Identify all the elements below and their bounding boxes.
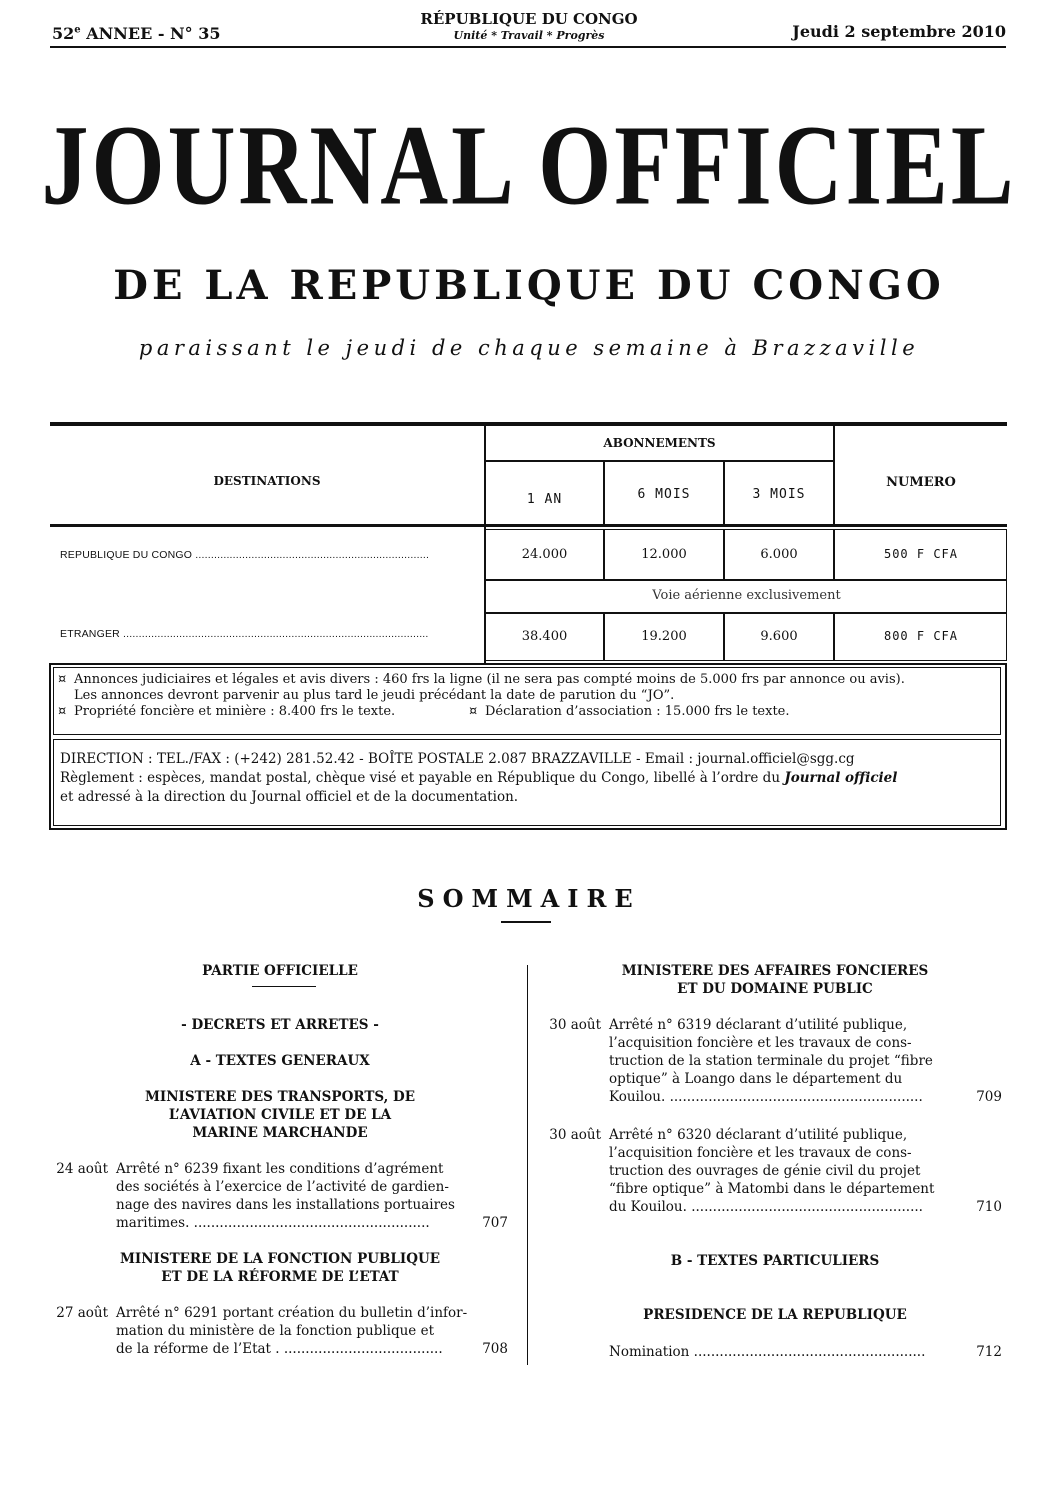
numero-header: NUMERO [886, 475, 956, 490]
entry-text: Arrêté n° 6239 fixant les conditions d’agrément des sociétés à l’exercice de l’activité de gardien- nage des navires dans les installations portuaires maritimes. ....................................................... [116, 1161, 455, 1231]
destination-label: REPUBLIQUE DU CONGO ........................................................................... [60, 549, 430, 561]
direction-text [60, 750, 996, 807]
sommaire-title: SOMMAIRE [417, 884, 641, 913]
price-cell: 12.000 [641, 547, 687, 562]
entry-text: Arrêté n° 6319 déclarant d’utilité publique, l’acquisition foncière et les travaux de cons- truction de la station terminale du projet “fibre optique” à Loango dans le département du Kouilou. ........................................................... [609, 1017, 933, 1105]
destinations-header: DESTINATIONS [213, 474, 321, 488]
entry-date: 30 août [549, 1017, 601, 1033]
direction-payment: Règlement : espèces, mandat postal, chèque visé et payable en République du Congo, libellé à l’ordre du Journal officiel [60, 770, 898, 786]
sommaire-rule [501, 921, 551, 923]
republic-motto: Unité * Travail * Progrès [453, 29, 605, 42]
price-cell: 9.600 [760, 629, 798, 644]
period-header: 3 MOIS [752, 487, 806, 502]
entry-text: Nomination ...................................................... [609, 1344, 926, 1360]
ministry-heading: MINISTERE DES TRANSPORTS, DE L’AVIATION CIVILE ET DE LA MARINE MARCHANDE [144, 1089, 416, 1141]
entry-page: 709 [976, 1089, 1002, 1105]
notice-line: ¤ Annonces judiciaires et légales et avis divers : 460 frs la ligne (il ne sera pas compté moins de 5.000 frs par annonce ou avis). [58, 672, 905, 687]
ministry-heading: MINISTERE DE LA FONCTION PUBLIQUE ET DE LA RÉFORME DE L’ETAT [119, 1251, 441, 1285]
air-note: Voie aérienne exclusivement [652, 588, 841, 603]
destination-label: ETRANGER .................................................................................................. [60, 628, 429, 640]
header-rule [50, 46, 1006, 48]
notices-text [58, 672, 998, 720]
heading-rule [252, 986, 316, 987]
numero-cell: 500 F CFA [883, 547, 959, 561]
price-cell: 24.000 [521, 547, 568, 562]
price-cell: 6.000 [760, 547, 798, 562]
section-heading: A - TEXTES GENERAUX [190, 1053, 370, 1069]
direction-address: et adressé à la direction du Journal officiel et de la documentation. [60, 789, 519, 805]
entry-page: 712 [976, 1344, 1002, 1360]
section-heading: PRESIDENCE DE LA REPUBLIQUE [643, 1307, 907, 1323]
entry-page: 708 [482, 1341, 508, 1357]
section-heading: PARTIE OFFICIELLE [202, 963, 358, 979]
table-top-rule [50, 422, 1007, 426]
issue-number: 52e ANNEE - N° 35 [52, 24, 221, 43]
period-header: 6 MOIS [637, 487, 691, 502]
numero-cell: 800 F CFA [883, 629, 959, 643]
republic-header [379, 10, 679, 42]
entry-page: 710 [976, 1199, 1002, 1215]
table-mid-rule [50, 524, 1007, 527]
entry-text: Arrêté n° 6291 portant création du bulletin d’infor- mation du ministère de la fonction publique et de la réforme de l’Etat . ..................................... [116, 1305, 468, 1357]
issue-date: Jeudi 2 septembre 2010 [792, 22, 1006, 41]
ministry-heading: MINISTERE DES AFFAIRES FONCIERES ET DU DOMAINE PUBLIC [621, 963, 929, 997]
masthead-tagline: paraissant le jeudi de chaque semaine à Brazzaville [138, 336, 920, 360]
column-separator [527, 965, 528, 1365]
entry-page: 707 [482, 1215, 508, 1231]
table-divider [484, 460, 834, 462]
direction-contact: DIRECTION : TEL./FAX : (+242) 281.52.42 - BOÎTE POSTALE 2.087 BRAZZAVILLE - Email : journal.officiel@sgg.cg [60, 751, 855, 767]
notice-line: Les annonces devront parvenir au plus tard le jeudi précédant la date de parution du “JO”. [74, 688, 675, 703]
notice-line: ¤ Propriété foncière et minière : 8.400 frs le texte. ¤ Déclaration d’association : 15.000 frs le texte. [58, 704, 790, 719]
entry-text: Arrêté n° 6320 déclarant d’utilité publique, l’acquisition foncière et les travaux de cons- truction des ouvrages de génie civil du projet “fibre optique” à Matombi dans le département du Kouilou. ...................................................... [609, 1127, 935, 1215]
abonnements-header: ABONNEMENTS [603, 436, 716, 450]
section-heading: - DECRETS ET ARRETES - [181, 1017, 379, 1033]
entry-date: 24 août [56, 1161, 108, 1177]
entry-date: 27 août [56, 1305, 108, 1321]
section-heading: B - TEXTES PARTICULIERS [670, 1253, 880, 1269]
period-header: 1 AN [526, 492, 563, 507]
entry-date: 30 août [549, 1127, 601, 1143]
masthead-title: JOURNAL OFFICIEL [41, 102, 1017, 230]
price-cell: 38.400 [521, 629, 568, 644]
republic-name: RÉPUBLIQUE DU CONGO [420, 10, 638, 28]
price-cell: 19.200 [641, 629, 687, 644]
masthead-subtitle: DE LA REPUBLIQUE DU CONGO [113, 262, 945, 309]
